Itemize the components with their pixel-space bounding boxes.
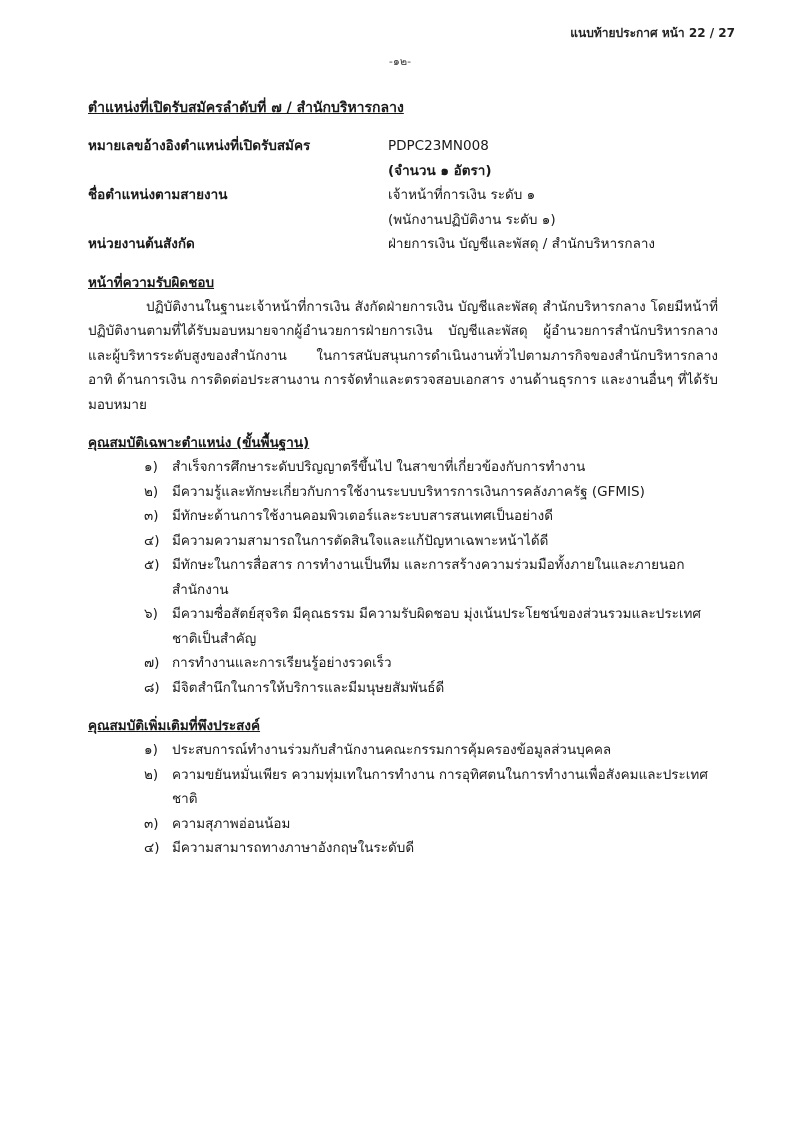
item-text: มีความความสามารถในการตัดสินใจและแก้ปัญหาเฉพาะหน้าได้ดี [172, 532, 549, 549]
item-text: การทำงานและการเรียนรู้อย่างรวดเร็ว [172, 655, 392, 671]
duties-text: ปฏิบัติงานในฐานะเจ้าหน้าที่การเงิน สังกัดฝ่ายการเงิน บัญชีและพัสดุ สำนักบริหารกลาง โดยมีหน้าที่ปฏิบัติงานตามที่ได้รับมอบหมายจากผู้อำนวยการฝ่ายการเงิน บัญชีและพัสดุ ผู้อำนวยการสำนักบริหารกลาง และผู้บริหารระดับสูงของสำนักงาน ในการสนับสนุนการดำเนินงานทั่วไปตามภารกิจของสำนักบริหารกลาง อาทิ ด้านการเงิน การติดต่อประสานงาน การจัดทำและตรวจสอบเอกสาร งานด้านธุรการ และงานอื่นๆ ที่ได้รับมอบหมาย [88, 298, 718, 413]
item-number: ๔) [144, 840, 160, 856]
item-number: ๒) [144, 766, 159, 783]
item-text: ความขยันหมั่นเพียร ความทุ่มเทในการทำงาน การอุทิศตนในการทำงานเพื่อสังคมและประเทศชาติ [172, 766, 708, 807]
item-text: มีทักษะด้านการใช้งานคอมพิวเตอร์และระบบสารสนเทศเป็นอย่างดี [172, 508, 553, 524]
item-number: ๓) [144, 815, 159, 832]
item-number: ๘) [144, 679, 160, 696]
department-name: ฝ่ายการเงิน บัญชีและพัสดุ / สำนักบริหารกลาง [388, 236, 656, 252]
position-name: เจ้าหน้าที่การเงิน ระดับ ๑ [388, 187, 536, 203]
reference-code: PDPC23MN008 [388, 138, 489, 154]
info-label: หน่วยงานต้นสังกัด [88, 236, 195, 252]
item-number: ๓) [144, 508, 159, 524]
list-item [144, 455, 718, 480]
list-item [144, 812, 718, 837]
item-text: ความสุภาพอ่อนน้อม [172, 815, 291, 832]
basic-qualifications-heading: คุณสมบัติเฉพาะตำแหน่ง (ขั้นพื้นฐาน) [88, 435, 310, 451]
item-number: ๕) [144, 557, 160, 573]
list-item [144, 836, 718, 861]
item-number: ๑) [144, 459, 158, 475]
position-title: ตำแหน่งที่เปิดรับสมัครลำดับที่ ๗ / สำนักบริหารกลาง [88, 100, 404, 116]
additional-qualifications-list [88, 738, 718, 861]
item-text: สำเร็จการศึกษาระดับปริญญาตรีขึ้นไป ในสาขาที่เกี่ยวข้องกับการทำงาน [172, 459, 586, 475]
item-text: ประสบการณ์ทำงานร่วมกับสำนักงานคณะกรรมการคุ้มครองข้อมูลส่วนบุคคล [172, 742, 612, 758]
position-count: (จำนวน ๑ อัตรา) [388, 162, 492, 179]
item-number: ๗) [144, 655, 160, 671]
list-item [144, 676, 718, 701]
item-text: มีจิตสำนึกในการให้บริการและมีมนุษยสัมพันธ์ดี [172, 679, 445, 696]
list-item [144, 651, 718, 676]
additional-qualifications-heading: คุณสมบัติเพิ่มเติมที่พึงประสงค์ [88, 718, 261, 734]
item-number: ๑) [144, 742, 158, 758]
list-item [144, 738, 718, 763]
item-text: มีทักษะในการสื่อสาร การทำงานเป็นทีม และการสร้างความร่วมมือทั้งภายในและภายนอกสำนักงาน [172, 557, 685, 598]
item-number: ๔) [144, 532, 160, 549]
info-row-department [88, 232, 718, 257]
info-label: หมายเลขอ้างอิงตำแหน่งที่เปิดรับสมัคร [88, 138, 311, 154]
basic-qualifications-list [88, 455, 718, 700]
annex-page-label: แนบท้ายประกาศ หน้า 22 / 27 [570, 26, 735, 40]
document-body [88, 98, 718, 861]
list-item [144, 529, 718, 554]
item-number: ๒) [144, 483, 159, 500]
duties-heading: หน้าที่ความรับผิดชอบ [88, 274, 215, 291]
list-item [144, 553, 718, 602]
info-row-reference [88, 134, 718, 183]
list-item [144, 763, 718, 812]
info-value [388, 134, 718, 183]
item-text: มีความซื่อสัตย์สุจริต มีคุณธรรม มีความรับผิดชอบ มุ่งเน้นประโยชน์ของส่วนรวมและประเทศชาติเป็นสำคัญ [172, 606, 701, 647]
item-text: มีความรู้และทักษะเกี่ยวกับการใช้งานระบบบริหารการเงินการคลังภาครัฐ (GFMIS) [172, 483, 645, 500]
list-item [144, 504, 718, 529]
page-number: -๑๒- [388, 55, 412, 68]
item-text: มีความสามารถทางภาษาอังกฤษในระดับดี [172, 840, 415, 856]
item-number: ๖) [144, 606, 158, 622]
info-label: ชื่อตำแหน่งตามสายงาน [88, 187, 228, 203]
position-level: (พนักงานปฏิบัติงาน ระดับ ๑) [388, 211, 556, 228]
list-item [144, 480, 718, 505]
list-item [144, 602, 718, 651]
info-row-position-name [88, 183, 718, 232]
info-value [388, 183, 718, 232]
